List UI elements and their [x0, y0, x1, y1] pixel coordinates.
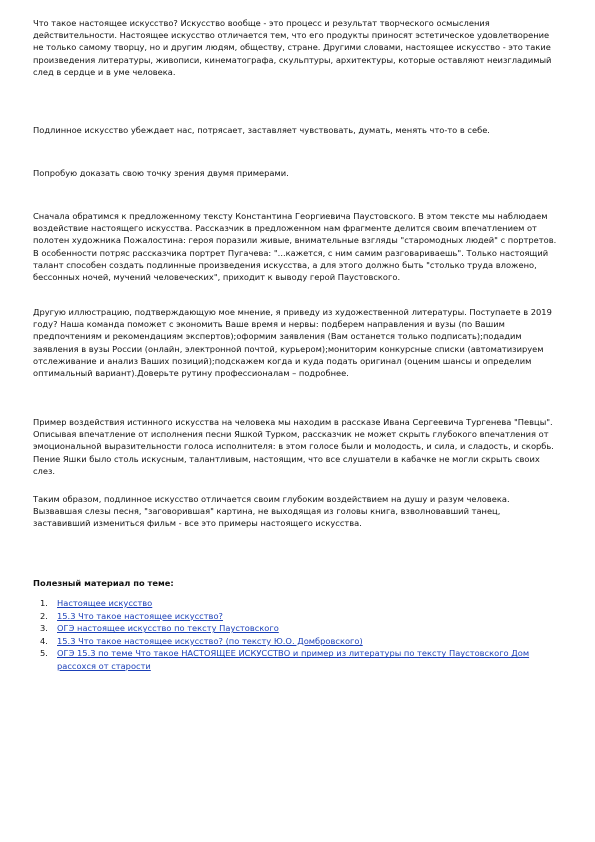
list-item	[40, 597, 540, 609]
paragraph-transition: Попробую доказать свою точку зрения двумя примерами.	[33, 168, 289, 178]
list-item	[40, 647, 540, 671]
paragraph-intro: Что такое настоящее искусство? Искусство вообще - это процесс и результат творческого осмысления действительности. Настоящее искусство отличается тем, что его продукты приносят эстетическое удовлетворение не только самому творцу, но и другим людям, обществу, стране. Другими словами, настоящее искусство - это такие произведения литературы, живописи, кинематографа, скульптуры, архитектуры, которые оставляют неизгладимый след в сердце и в уме человека.	[33, 18, 552, 77]
list-number: 5.	[40, 648, 48, 659]
paragraph-thesis: Подлинное искусство убеждает нас, потрясает, заставляет чувствовать, думать, менять что-то в себе.	[33, 125, 490, 135]
list-number: 1.	[40, 598, 48, 608]
paragraph-example-paustovsky: Сначала обратимся к предложенному тексту Константина Георгиевича Паустовского. В этом тексте мы наблюдаем воздействие настоящего искусства. Рассказчик в предложенном нам фрагменте делится своим впечатлением от полотен художника Пожалостина: героя поразили живые, внимательные взгляды "старомодных людей" с портретов. В особенности потряс рассказчика портрет Пугачева: "...кажется, с ним самим разговариваешь". Только настоящий талант способен создать подлинные произведения искусства, а для этого должно быть "столько труда вложено, бессонных ночей, мучений человеческих", приходит к выводу герой Паустовского.	[33, 211, 557, 283]
list-item	[40, 622, 540, 634]
useful-link-5[interactable]: ОГЭ 15.3 по теме Что такое НАСТОЯЩЕЕ ИСКУССТВО и пример из литературы по тексту Паустовского Дом рассохся от старости	[57, 648, 530, 671]
useful-link-3[interactable]: ОГЭ настоящее искусство по тексту Паустовского	[57, 623, 279, 634]
useful-link-2[interactable]: 15.3 Что такое настоящее искусство?	[57, 610, 223, 621]
list-item	[40, 610, 540, 622]
useful-link-1[interactable]: Настоящее искусство	[57, 598, 153, 608]
useful-material-heading: Полезный материал по теме:	[33, 578, 174, 588]
list-number: 4.	[40, 635, 48, 646]
list-item	[40, 635, 540, 647]
list-number: 2.	[40, 610, 48, 621]
paragraph-advertisement: Другую иллюстрацию, подтверждающую мое мнение, я приведу из художественной литературы. Поступаете в 2019 году? Наша команда поможет с экономить Ваше время и нервы: подберем направления и вузы (по Вашим предпочтениям и рекомендациям экспертов);оформим заявления (Вам останется только подписать);подадим заявления в вузы России (онлайн, электронной почтой, курьером);мониторим конкурсные списки (автоматизируем отслеживание и анализ Ваших позиций);подскажем когда и куда подать оригинал (оценим шансы и определим оптимальный вариант).Доверьте рутину профессионалам – подробнее.	[33, 307, 552, 379]
paragraph-example-turgenev: Пример воздействия истинного искусства на человека мы находим в рассказе Ивана Сергеевича Тургенева "Певцы". Описывая впечатление от исполнения песни Яшкой Турком, рассказчик не может скрыть глубокого впечатления от эмоциональной выразительности голоса исполнителя: в этом голосе были и молодость, и сила, и сладость, и скорбь. Пение Яшки было столь искусным, талантливым, настоящим, что все слушатели в кабачке не могли скрыть своих слез.	[33, 417, 554, 476]
useful-links-list	[40, 597, 540, 672]
useful-link-4[interactable]: 15.3 Что такое настоящее искусство? (по тексту Ю.О. Домбровского)	[57, 635, 363, 646]
list-number: 3.	[40, 623, 48, 634]
paragraph-conclusion: Таким образом, подлинное искусство отличается своим глубоким воздействием на душу и разум человека. Вызвавшая слезы песня, "заговорившая" картина, не выходящая из головы книга, взволновавший танец, заставивший измениться фильм - все это примеры настоящего искусства.	[33, 494, 510, 529]
